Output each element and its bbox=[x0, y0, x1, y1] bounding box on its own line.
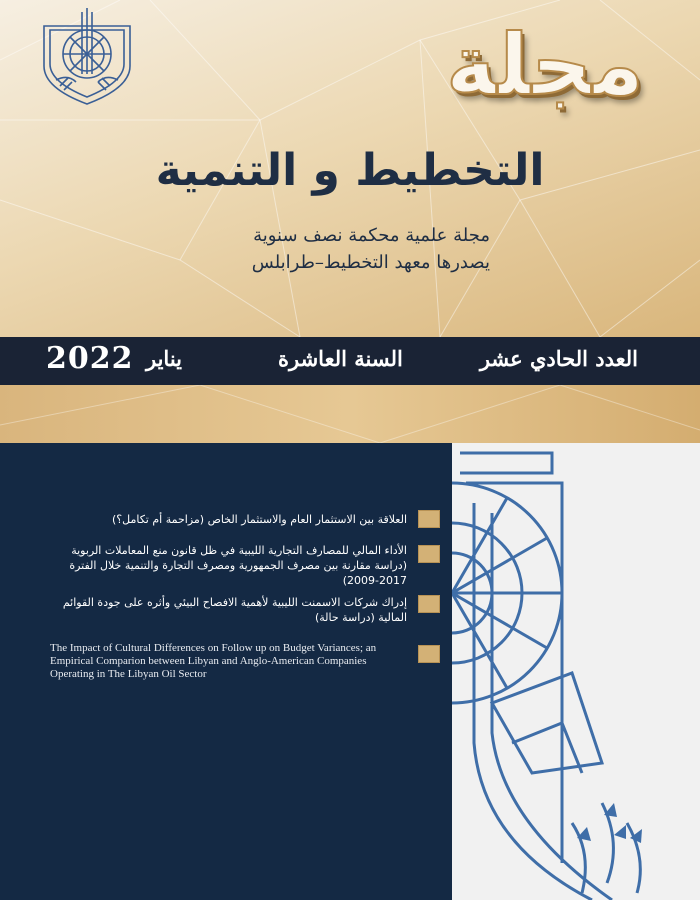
description-line-2: يصدرها معهد التخطيط–طرابلس bbox=[251, 252, 490, 273]
description-line-1: مجلة علمية محكمة نصف سنوية bbox=[253, 225, 490, 246]
contents-item[interactable] bbox=[50, 642, 440, 682]
issue-month: يناير bbox=[146, 346, 183, 371]
strip-pattern bbox=[0, 385, 700, 443]
large-emblem-icon bbox=[452, 443, 700, 900]
institute-emblem-icon bbox=[38, 4, 136, 108]
contents-item-text: العلاقة بين الاستثمار العام والاستثمار الخاص (مزاحمة أم تكامل؟) bbox=[112, 513, 407, 526]
issue-year: 2022 bbox=[46, 341, 134, 376]
magazine-word: مجلة bbox=[446, 16, 644, 114]
bullet-square-icon bbox=[418, 510, 440, 528]
journal-title: التخطيط و التنمية bbox=[155, 145, 545, 196]
contents-item-text: إدراك شركات الاسمنت الليبية لأهمية الافصاح البيئي وأثره على جودة القوائم المالية (دراسة حالة) bbox=[62, 596, 407, 624]
bullet-square-icon bbox=[418, 595, 440, 613]
contents-item-text: الأداء المالي للمصارف التجارية الليبية في ظل قانون منع المعاملات الربوية (دراسة مقارنة بين مصرف الجمهورية ومصرف التجارة والتنمية خلال الفترة 2017-2009) bbox=[69, 544, 407, 587]
volume-year: السنة العاشرة bbox=[278, 346, 403, 371]
contents-item[interactable] bbox=[50, 510, 440, 532]
contents-item[interactable] bbox=[50, 595, 440, 629]
issue-band bbox=[0, 337, 700, 385]
bullet-square-icon bbox=[418, 545, 440, 563]
gold-strip bbox=[0, 385, 700, 443]
cover-header bbox=[0, 0, 700, 337]
contents-item-text: The Impact of Cultural Differences on Follow up on Budget Variances; an Empirical Comparion between Libyan and Anglo-American Companies Operating in The Libyan Oil Sector bbox=[50, 642, 377, 680]
bullet-square-icon bbox=[418, 645, 440, 663]
issue-number: العدد الحادي عشر bbox=[479, 346, 638, 371]
contents-item[interactable] bbox=[50, 543, 440, 591]
journal-description bbox=[200, 222, 490, 276]
contents-panel bbox=[0, 443, 452, 900]
